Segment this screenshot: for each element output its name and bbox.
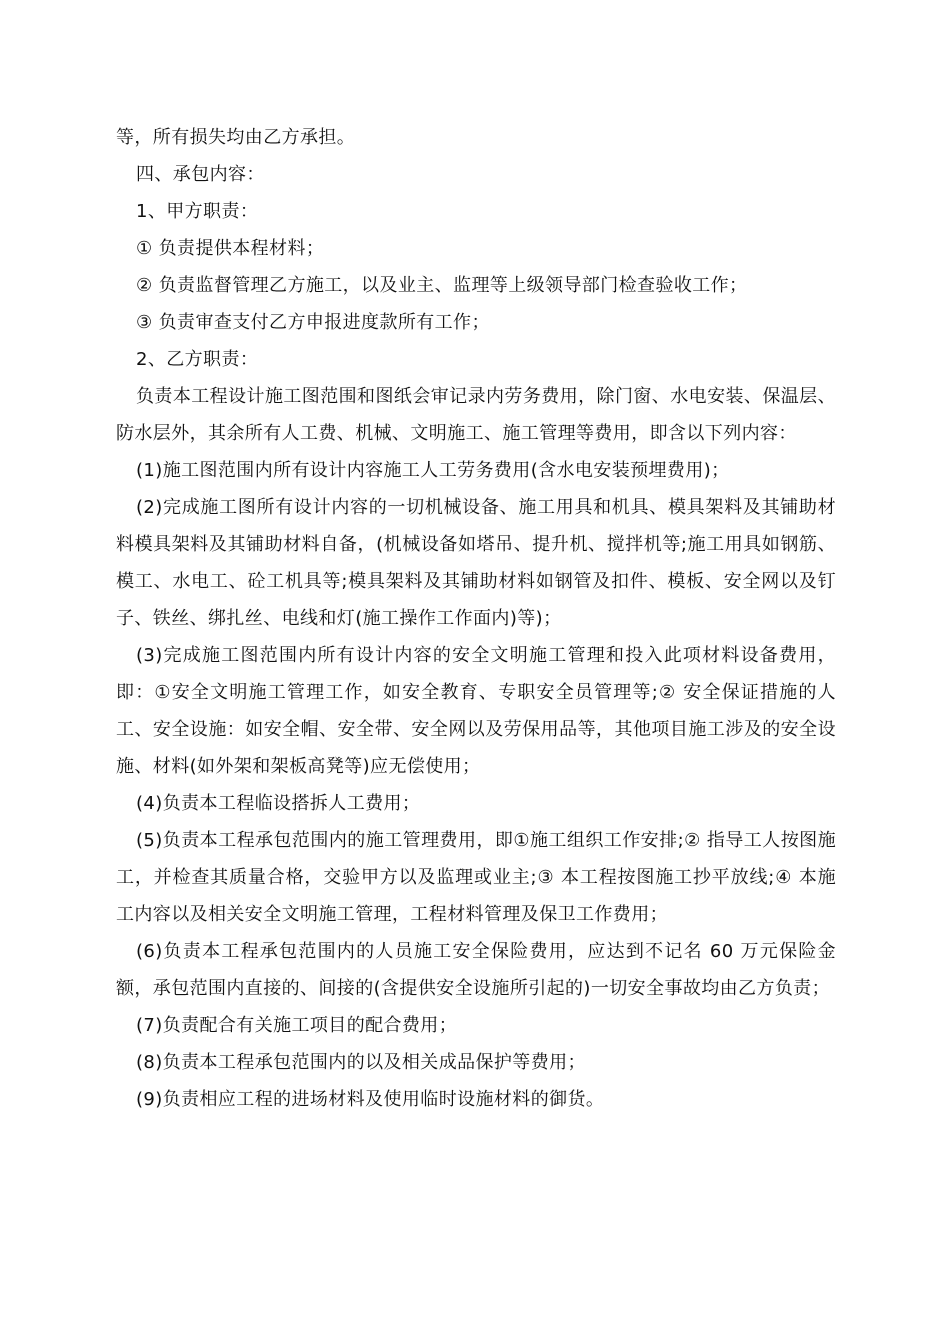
subheading-party-a-duties: 1、甲方职责： bbox=[136, 201, 259, 222]
party-a-duty-3: ③ 负责审查支付乙方申报进度款所有工作； bbox=[136, 312, 490, 333]
subheading-party-b-duties: 2、乙方职责： bbox=[136, 349, 259, 370]
party-b-item-2: (2)完成施工图所有设计内容的一切机械设备、施工用具和机具、模具架料及其铺助材料模具架料及其铺助材料自备，(机械设备如塔吊、提升机、搅拌机等;施工用具如钢筋、模工、水电工、砼工机具等;模具架料及其铺助材料如钢管及扣件、模板、安全网以及钉子、铁丝、绑扎丝、电线和灯(施工操作工作面内)等)； bbox=[116, 497, 836, 629]
party-b-item-9: (9)负责相应工程的进场材料及使用临时设施材料的御货。 bbox=[136, 1089, 605, 1110]
party-b-item-1: (1)施工图范围内所有设计内容施工人工劳务费用(含水电安装预埋费用)； bbox=[136, 460, 730, 481]
party-b-item-8: (8)负责本工程承包范围内的以及相关成品保护等费用； bbox=[136, 1052, 586, 1073]
party-b-item-4: (4)负责本工程临设搭拆人工费用； bbox=[136, 793, 421, 814]
party-b-item-7: (7)负责配合有关施工项目的配合费用； bbox=[136, 1015, 458, 1036]
party-a-duty-2: ② 负责监督管理乙方施工，以及业主、监理等上级领导部门检查验收工作； bbox=[136, 275, 748, 296]
party-a-duty-1: ① 负责提供本程材料； bbox=[136, 238, 325, 259]
party-b-duties-intro: 负责本工程设计施工图范围和图纸会审记录内劳务费用，除门窗、水电安装、保温层、防水层外，其余所有人工费、机械、文明施工、施工管理等费用，即含以下列内容： bbox=[116, 386, 836, 444]
party-b-item-5: (5)负责本工程承包范围内的施工管理费用，即①施工组织工作安排;② 指导工人按图施工，并检查其质量合格，交验甲方以及监理或业主;③ 本工程按图施工抄平放线;④ 本施工内容以及相关安全文明施工管理，工程材料管理及保卫工作费用； bbox=[116, 830, 836, 925]
party-b-item-6: (6)负责本工程承包范围内的人员施工安全保险费用，应达到不记名 60 万元保险金额，承包范围内直接的、间接的(含提供安全设施所引起的)一切安全事故均由乙方负责； bbox=[116, 941, 836, 999]
document-body bbox=[116, 119, 836, 1118]
paragraph-continuation: 等，所有损失均由乙方承担。 bbox=[116, 127, 356, 148]
section-heading-contract-content: 四、承包内容： bbox=[136, 164, 265, 185]
party-b-item-3: (3)完成施工图范围内所有设计内容的安全文明施工管理和投入此项材料设备费用，即：①安全文明施工管理工作，如安全教育、专职安全员管理等;② 安全保证措施的人工、安全设施：如安全帽、安全带、安全网以及劳保用品等，其他项目施工涉及的安全设施、材料(如外架和架板高凳等)应无偿使用； bbox=[116, 645, 836, 777]
